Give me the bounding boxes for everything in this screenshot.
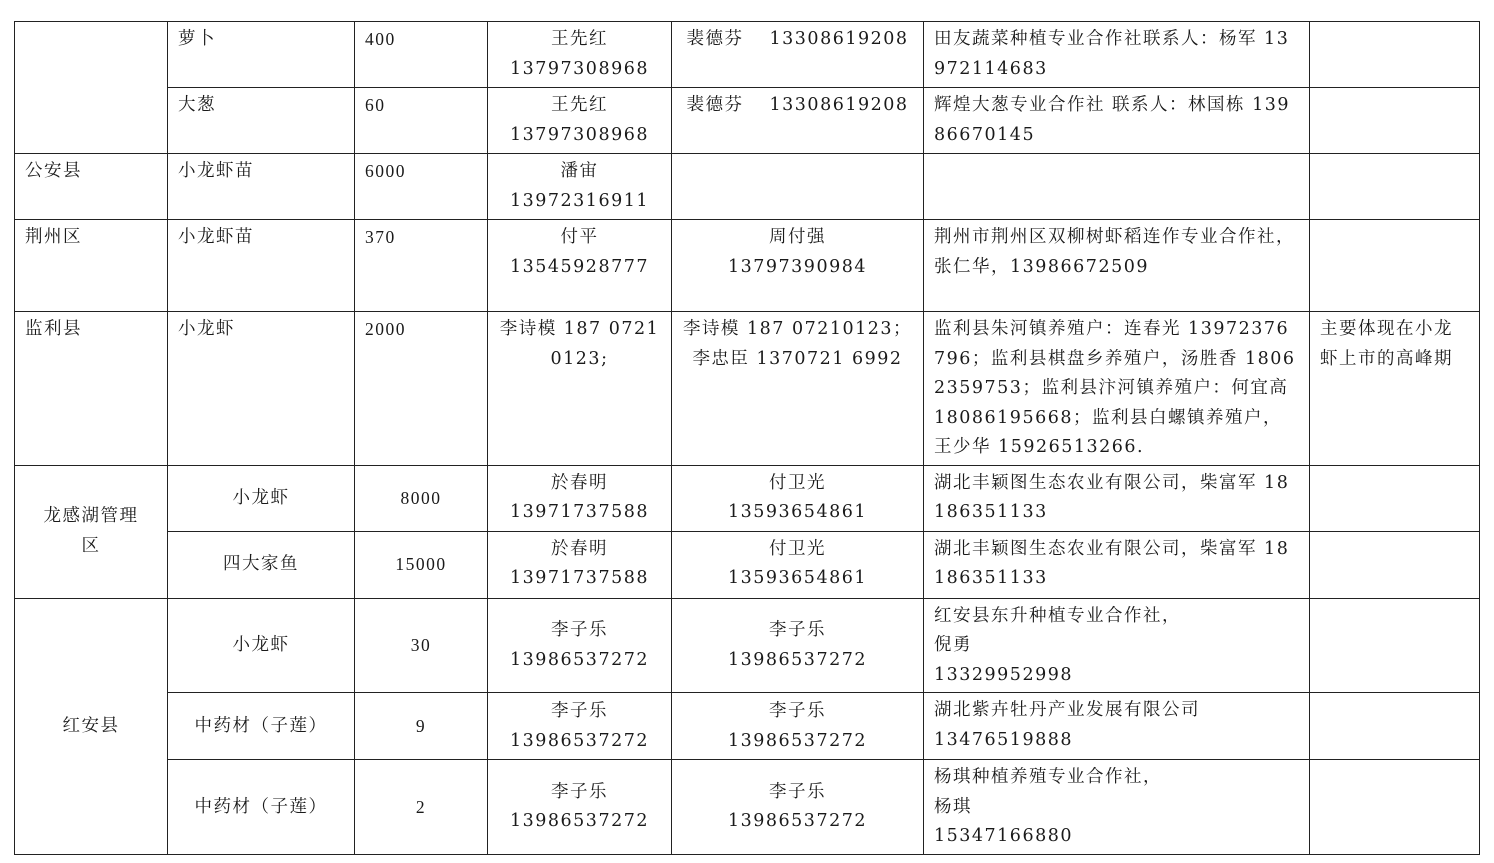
table-row <box>15 220 1480 312</box>
contact-name: 於春明 <box>551 538 608 559</box>
amount-cell: 2000 <box>355 312 488 466</box>
contact-name: 付卫光 <box>769 472 826 493</box>
region-cell <box>15 22 168 154</box>
contact-phone: 13986537272 <box>728 649 867 670</box>
amount-cell: 30 <box>355 598 488 693</box>
contact1-cell <box>488 220 672 312</box>
contact-phone: 13972316911 <box>510 190 649 211</box>
amount-cell: 2 <box>355 760 488 855</box>
product-cell: 大葱 <box>168 88 355 154</box>
entity-cell: 荆州市荆州区双柳树虾稻连作专业合作社，张仁华，13986672509 <box>924 220 1310 312</box>
contact2-cell <box>672 154 924 220</box>
contact-phone: 13797390984 <box>728 256 867 277</box>
table-row <box>15 693 1480 760</box>
contact-name: 李子乐 <box>551 701 608 721</box>
note-cell <box>1310 88 1480 154</box>
contact2-cell <box>672 598 924 693</box>
contact-name: 潘宙 <box>560 161 599 181</box>
contact2-cell: 裴德芬 13308619208 <box>672 22 924 88</box>
product-cell: 中药材（子莲） <box>168 760 355 855</box>
contact-name: 王先红 <box>551 95 608 115</box>
amount-cell: 60 <box>355 88 488 154</box>
region-cell: 公安县 <box>15 154 168 220</box>
entity-cell <box>924 760 1310 855</box>
contact-phone: 13986537272 <box>728 811 867 832</box>
contact1-cell <box>488 22 672 88</box>
note-cell <box>1310 760 1480 855</box>
contact-phone: 13986537272 <box>728 730 867 751</box>
amount-cell: 370 <box>355 220 488 312</box>
product-cell: 四大家鱼 <box>168 531 355 598</box>
note-cell <box>1310 598 1480 693</box>
entity-line: 湖北紫卉牡丹产业发展有限公司 <box>934 700 1200 720</box>
contact-name: 李子乐 <box>551 620 608 641</box>
entity-line: 13476519888 <box>934 729 1073 750</box>
contact-phone: 13971737588 <box>510 502 649 522</box>
contact-phone: 13545928777 <box>510 256 649 277</box>
entity-cell <box>924 598 1310 693</box>
region-cell: 红安县 <box>15 598 168 854</box>
entity-cell <box>924 693 1310 760</box>
contact2-cell <box>672 531 924 598</box>
contact2-cell: 李诗模 187 07210123；李忠臣 1370721 6992 <box>672 312 924 466</box>
entity-cell <box>924 154 1310 220</box>
contact-name: 李子乐 <box>769 701 826 721</box>
amount-cell: 6000 <box>355 154 488 220</box>
contact1-cell: 李诗模 187 0721 0123; <box>488 312 672 466</box>
amount-cell: 9 <box>355 693 488 760</box>
region-cell: 龙感湖管理区 <box>15 465 168 598</box>
table-row <box>15 154 1480 220</box>
contact1-cell <box>488 465 672 531</box>
table-row <box>15 598 1480 693</box>
entity-line: 13329952998 <box>934 664 1073 685</box>
note-cell <box>1310 465 1480 531</box>
region-cell: 荆州区 <box>15 220 168 312</box>
entity-line: 倪勇 <box>934 635 972 655</box>
entity-line: 杨琪种植养殖专业合作社， <box>934 767 1162 787</box>
table-row <box>15 531 1480 598</box>
contact1-cell <box>488 693 672 760</box>
contact2-cell <box>672 220 924 312</box>
table-row <box>15 88 1480 154</box>
contact-name: 付平 <box>560 227 599 247</box>
note-cell <box>1310 22 1480 88</box>
entity-line: 红安县东升种植专业合作社， <box>934 605 1181 626</box>
contact1-cell <box>488 88 672 154</box>
contact-phone: 13797308968 <box>510 58 649 79</box>
contact2-cell <box>672 760 924 855</box>
contact-name: 李子乐 <box>769 781 826 802</box>
note-cell: 主要体现在小龙虾上市的高峰期 <box>1310 312 1480 466</box>
entity-line: 杨琪 <box>934 796 972 817</box>
note-cell <box>1310 531 1480 598</box>
contact1-cell <box>488 760 672 855</box>
product-cell: 小龙虾 <box>168 598 355 693</box>
amount-cell: 15000 <box>355 531 488 598</box>
table-row <box>15 465 1480 531</box>
entity-cell: 湖北丰颖图生态农业有限公司，柴富军 18186351133 <box>924 465 1310 531</box>
contact-name: 於春明 <box>551 472 608 493</box>
contact1-cell <box>488 598 672 693</box>
product-cell: 中药材（子莲） <box>168 693 355 760</box>
product-cell: 小龙虾苗 <box>168 220 355 312</box>
contact-phone: 13986537272 <box>510 730 649 751</box>
entity-cell: 湖北丰颖图生态农业有限公司，柴富军 18186351133 <box>924 531 1310 598</box>
product-cell: 小龙虾 <box>168 312 355 466</box>
contact2-cell <box>672 465 924 531</box>
contact2-cell: 裴德芬 13308619208 <box>672 88 924 154</box>
contact-name: 王先红 <box>551 29 608 49</box>
entity-line: 15347166880 <box>934 826 1073 846</box>
contact-name: 周付强 <box>769 227 826 247</box>
contact-phone: 13593654861 <box>728 568 867 588</box>
note-cell <box>1310 220 1480 312</box>
contact-phone: 13986537272 <box>510 649 649 670</box>
contact2-cell <box>672 693 924 760</box>
contact-phone: 13593654861 <box>728 502 867 522</box>
product-cell: 小龙虾苗 <box>168 154 355 220</box>
contact-phone: 13986537272 <box>510 811 649 832</box>
product-cell: 萝卜 <box>168 22 355 88</box>
contact-name: 李子乐 <box>769 620 826 641</box>
contact-name: 李子乐 <box>551 781 608 802</box>
table-row <box>15 312 1480 466</box>
contact-phone: 13971737588 <box>510 568 649 588</box>
note-cell <box>1310 154 1480 220</box>
region-cell: 监利县 <box>15 312 168 466</box>
table-row <box>15 22 1480 88</box>
product-cell: 小龙虾 <box>168 465 355 531</box>
contact-phone: 13797308968 <box>510 124 649 145</box>
amount-cell: 400 <box>355 22 488 88</box>
contact1-cell <box>488 154 672 220</box>
contact-name: 付卫光 <box>769 538 826 559</box>
entity-cell: 辉煌大葱专业合作社 联系人：林国栋 13986670145 <box>924 88 1310 154</box>
entity-cell: 田友蔬菜种植专业合作社联系人：杨军 13972114683 <box>924 22 1310 88</box>
contact1-cell <box>488 531 672 598</box>
note-cell <box>1310 693 1480 760</box>
contact-table <box>14 21 1480 855</box>
table-row <box>15 760 1480 855</box>
entity-cell: 监利县朱河镇养殖户：连春光 13972376796；监利县棋盘乡养殖户，汤胜香 18062359753；监利县汴河镇养殖户：何宜高 18086195668；监利县白螺镇养殖户，王少华 15926513266. <box>924 312 1310 466</box>
amount-cell: 8000 <box>355 465 488 531</box>
